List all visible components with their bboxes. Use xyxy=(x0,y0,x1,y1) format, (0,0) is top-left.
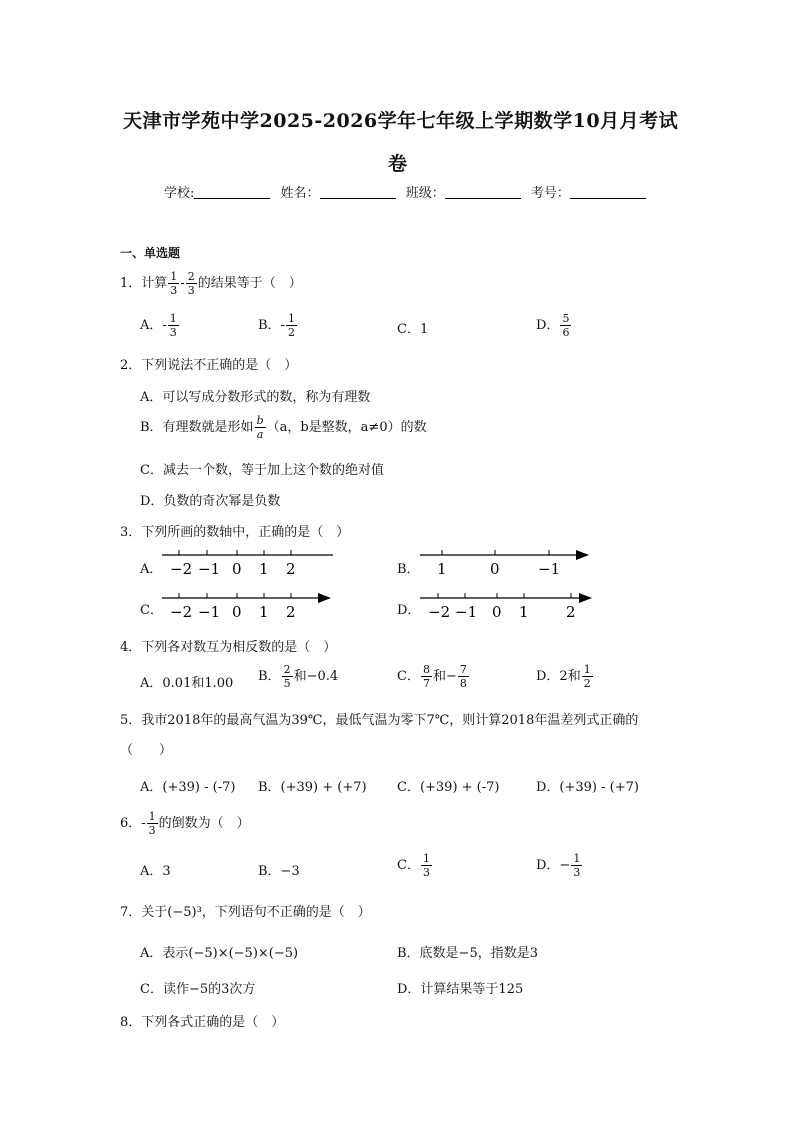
section-heading: 一、单选题 xyxy=(120,246,181,260)
q3-axis-c-label: −1 xyxy=(198,603,221,621)
question-2: 2．下列说法不正确的是（ ） xyxy=(120,358,298,373)
q6-option-b[interactable]: B．−3 xyxy=(258,864,300,879)
q4-option-c[interactable]: C． $\frac{8}{7}$ 和− $\frac{7}{8}$ xyxy=(397,663,467,690)
q7-option-d[interactable]: D．计算结果等于125 xyxy=(397,982,524,997)
q1-option-c[interactable]: C．1 xyxy=(397,322,429,337)
q3-option-d[interactable]: D． xyxy=(397,603,421,618)
student-info-line xyxy=(164,182,652,201)
q3-axis-d xyxy=(418,587,596,621)
q3-axis-a-label: −2 xyxy=(170,560,193,578)
question-6: 6．- $\frac{1}{3}$ 的倒数为（ ） xyxy=(120,810,250,837)
q3-axis-b-label: −1 xyxy=(538,560,561,578)
q1-minus: - xyxy=(180,276,185,291)
q3-axis-c-label: −2 xyxy=(170,603,193,621)
q1-frac-b: $\frac{2}{3}$ xyxy=(187,270,195,297)
q5-option-b[interactable]: B．(+39) + (+7) xyxy=(258,780,367,795)
q2-option-d[interactable]: D．负数的奇次幂是负数 xyxy=(140,494,281,509)
q7-option-a[interactable]: A．表示(−5)×(−5)×(−5) xyxy=(140,946,299,961)
q3-axis-a xyxy=(160,544,335,578)
q1-option-a[interactable]: A．- $\frac{1}{3}$ xyxy=(140,312,177,339)
q7-option-b[interactable]: B．底数是−5，指数是3 xyxy=(397,946,538,961)
q1-option-b[interactable]: B．- $\frac{1}{2}$ xyxy=(258,312,295,339)
q6-option-c[interactable]: C． $\frac{1}{3}$ xyxy=(397,852,430,879)
q4-option-b[interactable]: B． $\frac{2}{5}$ 和−0.4 xyxy=(258,663,339,690)
q3-axis-a-label: 1 xyxy=(259,560,269,578)
q4-option-a[interactable]: A．0.01和1.00 xyxy=(140,676,234,691)
q7-option-c[interactable]: C．读作−5的3次方 xyxy=(140,982,256,997)
q3-axis-d-label: −2 xyxy=(428,603,451,621)
q5-option-a[interactable]: A．(+39) - (-7) xyxy=(140,780,236,795)
q2-option-a[interactable]: A．可以写成分数形式的数，称为有理数 xyxy=(140,390,371,405)
question-4: 4．下列各对数互为相反数的是（ ） xyxy=(120,640,337,655)
q5-option-d[interactable]: D．(+39) - (+7) xyxy=(536,780,639,795)
q3-axis-a-label: −1 xyxy=(198,560,221,578)
question-1 xyxy=(120,270,302,297)
q3-axis-a-label: 2 xyxy=(286,560,296,578)
q3-axis-b-label: 1 xyxy=(437,560,447,578)
q3-axis-b xyxy=(418,544,593,578)
q3-axis-a-label: 0 xyxy=(232,560,242,578)
class-field[interactable] xyxy=(445,186,521,199)
q1-option-d[interactable]: D． $\frac{5}{6}$ xyxy=(536,312,570,339)
question-3: 3．下列所画的数轴中，正确的是（ ） xyxy=(120,525,350,540)
exam-title-line2: 卷 xyxy=(388,153,408,175)
class-label: 班级： xyxy=(405,186,445,201)
q1-prefix: 1．计算 xyxy=(120,276,168,291)
q1-frac-a: $\frac{1}{3}$ xyxy=(170,270,178,297)
q3-axis-c xyxy=(160,587,335,621)
question-5: 5．我市2018年的最高气温为39℃，最低气温为零下7℃，则计算2018年温差列式正确的 xyxy=(120,713,639,728)
q1-suffix: 的结果等于（ ） xyxy=(197,276,302,291)
name-label: 姓名： xyxy=(280,186,320,201)
q4-option-d[interactable]: D．2和 $\frac{1}{2}$ xyxy=(536,663,591,690)
q6-option-d[interactable]: D．− $\frac{1}{3}$ xyxy=(536,852,581,879)
q6-option-a[interactable]: A．3 xyxy=(140,864,171,879)
school-label: 学校: xyxy=(164,186,195,201)
question-5-cont: （ ） xyxy=(120,743,173,758)
q3-option-b[interactable]: B． xyxy=(397,562,420,577)
q3-axis-d-label: −1 xyxy=(455,603,478,621)
q2-option-c[interactable]: C．减去一个数，等于加上这个数的绝对值 xyxy=(140,463,384,478)
question-8: 8．下列各式正确的是（ ） xyxy=(120,1015,285,1030)
q3-option-c[interactable]: C． xyxy=(140,603,163,618)
question-7: 7．关于(−5)³，下列语句不正确的是（ ） xyxy=(120,905,371,920)
q3-axis-d-label: 0 xyxy=(492,603,502,621)
q3-axis-c-label: 2 xyxy=(286,603,296,621)
exam-title-line1: 天津市学苑中学2025-2026学年七年级上学期数学10月月考试 xyxy=(123,110,679,132)
q3-axis-a-ticks xyxy=(179,550,291,555)
name-field[interactable] xyxy=(320,186,396,199)
q3-axis-d-label: 2 xyxy=(566,603,576,621)
q3-option-a[interactable]: A． xyxy=(140,562,163,577)
q3-axis-c-label: 1 xyxy=(259,603,269,621)
examno-field[interactable] xyxy=(570,186,646,199)
q3-axis-b-label: 0 xyxy=(490,560,500,578)
q5-option-c[interactable]: C．(+39) + (-7) xyxy=(397,780,500,795)
q2-option-b[interactable]: B．有理数就是形如 $\frac{b}{a}$ （a，b是整数，a≠0）的数 xyxy=(140,414,427,441)
school-field[interactable] xyxy=(194,186,270,199)
q3-axis-d-label: 1 xyxy=(519,603,529,621)
q3-axis-c-label: 0 xyxy=(232,603,242,621)
examno-label: 考号： xyxy=(530,186,570,201)
